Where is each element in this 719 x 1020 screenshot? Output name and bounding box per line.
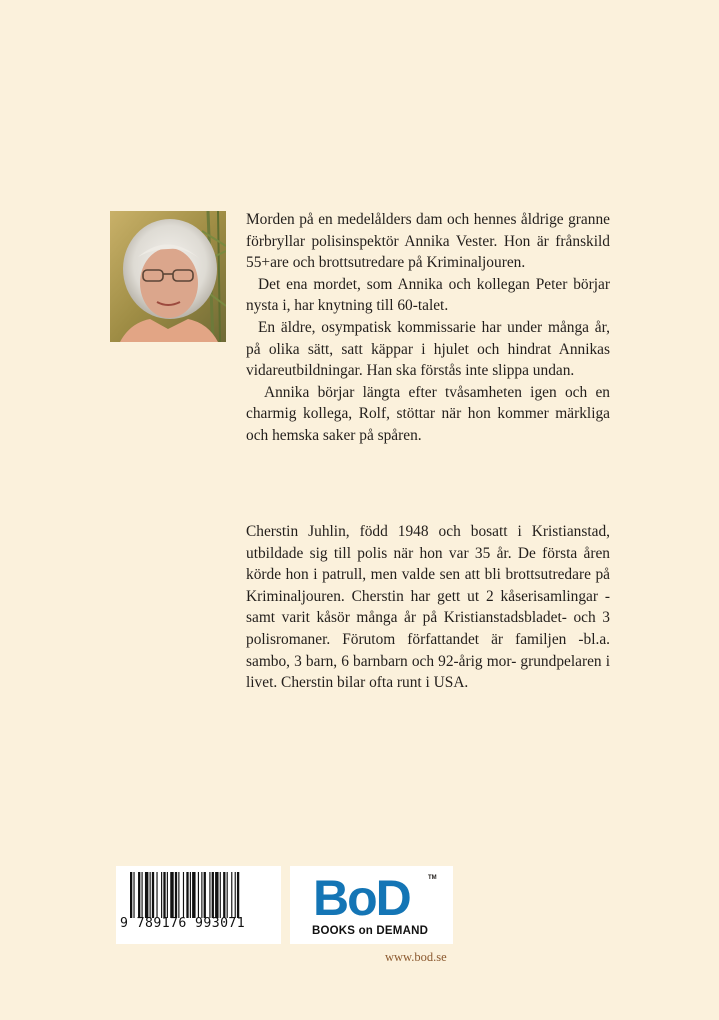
blurb-paragraph: Morden på en medelålders dam och hennes åldrige granne förbryllar polisinspektör Annika Vester. Hon är frånskild 55+are och brottsutredare på Kriminaljouren. [246, 211, 610, 272]
author-bio-text: Cherstin Juhlin, född 1948 och bosatt i Kristianstad, utbildade sig till polis när hon var 35 år. De första åren körde hon i patrull, men valde sen att bli brottsutredare på Kriminaljouren. Cherstin har gett ut 2 kåserisamlingar - samt varit kåsör många år på Kristianstadsbladet- och 3 polisromaner. Förutom författandet är familjen -bl.a. sambo, 3 barn, 6 barnbarn och 92-årig mor- grundpelaren i livet. Cherstin bilar ofta runt i USA. [246, 523, 610, 692]
bod-logo-text: BoD [313, 870, 410, 926]
blurb-paragraph: Det ena mordet, som Annika och kollegan Peter börjar nysta i, har knytning till 60-talet. [246, 275, 610, 315]
blurb-paragraph: Annika börjar längta efter tvåsamheten igen och en charmig kollega, Rolf, stöttar när hon kommer märkliga och hemska saker på spåren. [246, 383, 610, 444]
blurb-paragraph: En äldre, osympatisk kommissarie har under många år, på olika sätt, satt käppar i hjulet och hindrat Annikas vidareutbildningar. Han ska förstås inte slippa undan. [246, 318, 610, 380]
isbn-barcode [116, 866, 281, 944]
barcode-bars-icon [120, 872, 277, 918]
trademark-mark: TM [428, 875, 437, 881]
author-photo [110, 211, 226, 342]
isbn-number: 9 789176 993071 [120, 916, 246, 931]
book-blurb [246, 209, 610, 447]
publisher-tagline: BOOKS on DEMAND [312, 925, 429, 937]
author-bio [246, 521, 610, 694]
publisher-website[interactable]: www.bod.se [385, 950, 447, 964]
author-portrait-photo-icon [110, 211, 226, 342]
publisher-logo [290, 866, 453, 944]
